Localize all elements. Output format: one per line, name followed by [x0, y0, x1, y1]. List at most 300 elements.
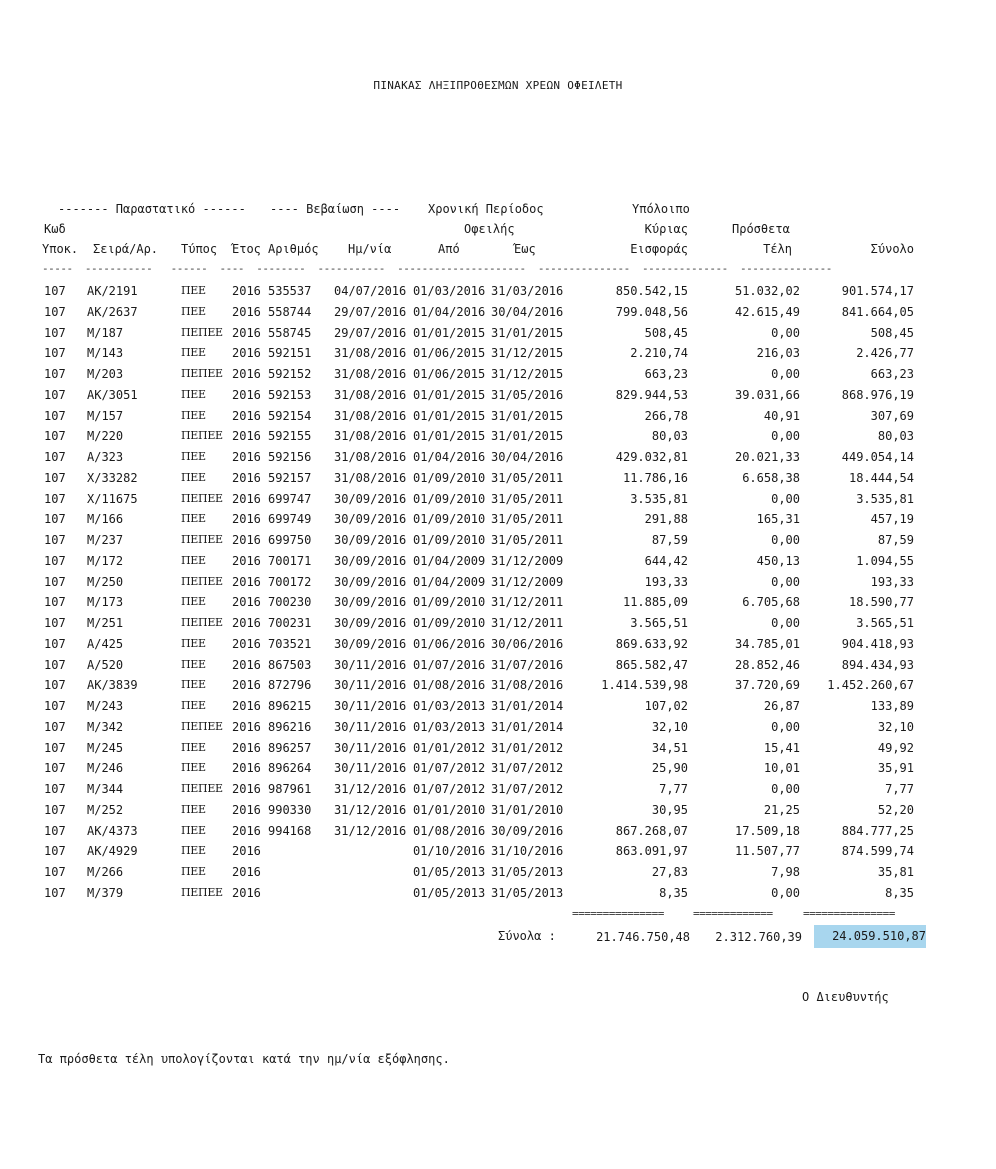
- cell-typos: ΠΕΠΕΕ: [181, 325, 223, 339]
- cell-typos: ΠΕΕ: [181, 678, 206, 692]
- cell-seira: Α/520: [87, 657, 124, 672]
- cell-apo: 01/03/2013: [413, 699, 486, 713]
- cell-etos: 2016: [232, 719, 261, 734]
- cell-hmnia: 31/08/2016: [334, 367, 407, 381]
- cell-prostheta: 26,87: [763, 699, 800, 713]
- header-separator: ----- ----------- ------ ---- -------- ----------- --------------------- --------------- -------------- ---------------: [42, 262, 832, 275]
- cell-typos: ΠΕΕ: [181, 346, 206, 360]
- cell-kod: 107: [44, 450, 66, 464]
- cell-seira: Μ/379: [87, 885, 124, 900]
- cell-apo: 01/06/2015: [413, 346, 486, 361]
- col-header-teli: Τέλη: [763, 242, 792, 256]
- cell-etos: 2016: [232, 325, 261, 340]
- cell-prostheta: 0,00: [771, 574, 800, 589]
- cell-kyria: 644,42: [644, 553, 688, 568]
- cell-synolo: 307,69: [870, 408, 914, 423]
- cell-synolo: 449.054,14: [841, 450, 914, 464]
- cell-arithmos: 896215: [268, 699, 312, 713]
- cell-seira: Α/323: [87, 450, 124, 464]
- cell-seira: Χ/11675: [87, 491, 138, 506]
- table-row: [0, 865, 996, 885]
- cell-typos: ΠΕΕ: [181, 865, 206, 878]
- cell-typos: ΠΕΕ: [181, 512, 206, 526]
- header-prostheta: Πρόσθετα: [732, 222, 790, 236]
- cell-kod: 107: [44, 802, 66, 817]
- cell-etos: 2016: [232, 802, 261, 817]
- header-group-parastatiko: ------- Παραστατικό ------: [58, 202, 246, 216]
- cell-synolo: 49,92: [877, 740, 914, 755]
- table-row: [0, 326, 996, 346]
- col-header-hmnia: Ημ/νία: [348, 242, 392, 256]
- cell-kyria: 80,03: [651, 429, 688, 444]
- cell-arithmos: 699750: [268, 533, 312, 547]
- cell-typos: ΠΕΕ: [181, 761, 206, 775]
- cell-arithmos: 592157: [268, 470, 312, 485]
- cell-kyria: 27,83: [651, 865, 688, 879]
- cell-kod: 107: [44, 761, 66, 776]
- cell-seira: Α/425: [87, 636, 124, 651]
- cell-prostheta: 165,31: [756, 512, 800, 527]
- cell-kyria: 107,02: [644, 699, 688, 713]
- cell-synolo: 508,45: [870, 325, 914, 340]
- cell-etos: 2016: [232, 429, 261, 444]
- cell-hmnia: 30/11/2016: [334, 761, 407, 776]
- cell-seira: Μ/187: [87, 325, 124, 340]
- cell-kyria: 3.535,81: [630, 491, 688, 506]
- cell-kyria: 11.786,16: [622, 470, 688, 485]
- cell-eos: 31/08/2016: [491, 678, 564, 693]
- cell-synolo: 193,33: [870, 574, 914, 589]
- cell-kyria: 291,88: [644, 512, 688, 527]
- table-row: [0, 471, 996, 491]
- table-row: [0, 450, 996, 470]
- table-row: [0, 367, 996, 387]
- cell-hmnia: 30/09/2016: [334, 616, 407, 630]
- cell-prostheta: 42.615,49: [734, 304, 800, 319]
- cell-eos: 31/12/2015: [491, 367, 564, 381]
- cell-arithmos: 896216: [268, 719, 312, 734]
- cell-arithmos: 703521: [268, 636, 312, 651]
- cell-prostheta: 6.705,68: [742, 595, 800, 610]
- cell-prostheta: 0,00: [771, 325, 800, 340]
- cell-eos: 31/01/2015: [491, 408, 564, 423]
- table-row: [0, 699, 996, 719]
- cell-arithmos: 700231: [268, 616, 312, 630]
- cell-etos: 2016: [232, 885, 261, 900]
- cell-typos: ΠΕΠΕΕ: [181, 782, 223, 795]
- cell-hmnia: 30/11/2016: [334, 699, 407, 713]
- cell-arithmos: 987961: [268, 782, 312, 796]
- cell-hmnia: 30/09/2016: [334, 512, 407, 527]
- cell-synolo: 841.664,05: [841, 304, 914, 319]
- cell-hmnia: 31/12/2016: [334, 782, 407, 796]
- cell-typos: ΠΕΕ: [181, 657, 206, 671]
- cell-eos: 31/12/2009: [491, 553, 564, 568]
- cell-hmnia: 29/07/2016: [334, 304, 407, 319]
- signature: Ο Διευθυντής: [802, 990, 889, 1004]
- cell-typos: ΠΕΠΕΕ: [181, 885, 223, 899]
- header-ypoloipo: Υπόλοιπο: [632, 202, 690, 216]
- cell-etos: 2016: [232, 823, 261, 838]
- cell-seira: Μ/172: [87, 553, 124, 568]
- cell-kyria: 30,95: [651, 802, 688, 817]
- cell-kod: 107: [44, 719, 66, 734]
- table-row: [0, 803, 996, 823]
- cell-arithmos: 558745: [268, 325, 312, 340]
- col-header-eisforas: Εισφοράς: [630, 242, 688, 256]
- table-row: [0, 388, 996, 408]
- cell-apo: 01/01/2012: [413, 740, 486, 755]
- cell-apo: 01/05/2013: [413, 865, 486, 879]
- cell-prostheta: 450,13: [756, 553, 800, 568]
- cell-hmnia: 30/11/2016: [334, 657, 407, 672]
- cell-synolo: 35,91: [877, 761, 914, 776]
- cell-apo: 01/04/2016: [413, 450, 486, 464]
- cell-eos: 31/07/2012: [491, 782, 564, 796]
- table-row: [0, 595, 996, 615]
- cell-kyria: 869.633,92: [615, 636, 688, 651]
- page-title: ΠΙΝΑΚΑΣ ΛΗΞΙΠΡΟΘΕΣΜΩΝ ΧΡΕΩΝ ΟΦΕΙΛΕΤΗ: [373, 79, 623, 92]
- cell-etos: 2016: [232, 595, 261, 610]
- cell-eos: 31/10/2016: [491, 844, 564, 859]
- cell-prostheta: 0,00: [771, 885, 800, 900]
- cell-kod: 107: [44, 678, 66, 693]
- cell-eos: 31/12/2009: [491, 574, 564, 589]
- cell-kod: 107: [44, 574, 66, 589]
- cell-hmnia: 30/09/2016: [334, 533, 407, 547]
- cell-apo: 01/07/2016: [413, 657, 486, 672]
- cell-apo: 01/04/2009: [413, 553, 486, 568]
- cell-kyria: 8,35: [659, 885, 688, 900]
- col-header-eos: Έως: [514, 242, 536, 256]
- cell-kyria: 429.032,81: [615, 450, 688, 464]
- cell-synolo: 904.418,93: [841, 636, 914, 651]
- cell-etos: 2016: [232, 740, 261, 755]
- header-kyrias: Κύριας: [644, 222, 688, 236]
- cell-prostheta: 11.507,77: [734, 844, 800, 859]
- cell-kyria: 850.542,15: [615, 284, 688, 298]
- cell-eos: 31/07/2016: [491, 657, 564, 672]
- cell-kod: 107: [44, 657, 66, 672]
- cell-kod: 107: [44, 595, 66, 610]
- cell-arithmos: 896257: [268, 740, 312, 755]
- cell-arithmos: 990330: [268, 802, 312, 817]
- col-header-apo: Από: [438, 242, 460, 256]
- cell-synolo: 894.434,93: [841, 657, 914, 672]
- cell-apo: 01/03/2016: [413, 284, 486, 298]
- cell-kod: 107: [44, 387, 66, 402]
- cell-prostheta: 0,00: [771, 616, 800, 630]
- cell-seira: ΑΚ/4373: [87, 823, 138, 838]
- cell-kyria: 867.268,07: [615, 823, 688, 838]
- cell-typos: ΠΕΕ: [181, 844, 206, 858]
- cell-kod: 107: [44, 304, 66, 319]
- cell-arithmos: 592152: [268, 367, 312, 381]
- table-row: [0, 782, 996, 802]
- col-header-synolo: Σύνολο: [870, 242, 914, 256]
- header-group-ofeilis: Οφειλής: [464, 222, 515, 236]
- table-row: [0, 284, 996, 304]
- table-row: [0, 824, 996, 844]
- cell-hmnia: 30/09/2016: [334, 553, 407, 568]
- totals-synolo: 24.059.510,87: [814, 925, 926, 948]
- cell-apo: 01/09/2010: [413, 512, 486, 527]
- cell-hmnia: 30/09/2016: [334, 491, 407, 506]
- cell-synolo: 457,19: [870, 512, 914, 527]
- cell-kyria: 25,90: [651, 761, 688, 776]
- totals-separator-prostheta: =============: [693, 907, 773, 920]
- cell-eos: 31/01/2015: [491, 429, 564, 444]
- cell-arithmos: 700172: [268, 574, 312, 589]
- cell-seira: ΑΚ/4929: [87, 844, 138, 859]
- cell-seira: Μ/251: [87, 616, 124, 630]
- cell-typos: ΠΕΕ: [181, 823, 206, 837]
- cell-eos: 30/06/2016: [491, 636, 564, 651]
- cell-arithmos: 558744: [268, 304, 312, 319]
- cell-kyria: 32,10: [651, 719, 688, 734]
- cell-kyria: 1.414.539,98: [601, 678, 688, 693]
- table-row: [0, 678, 996, 698]
- cell-typos: ΠΕΠΕΕ: [181, 574, 223, 588]
- cell-arithmos: 872796: [268, 678, 312, 693]
- table-row: [0, 616, 996, 636]
- cell-eos: 31/01/2014: [491, 699, 564, 713]
- table-row: [0, 409, 996, 429]
- cell-apo: 01/08/2016: [413, 823, 486, 838]
- table-row: [0, 761, 996, 781]
- cell-hmnia: 30/09/2016: [334, 574, 407, 589]
- cell-hmnia: 04/07/2016: [334, 284, 407, 298]
- totals-separator-kyria: ===============: [572, 907, 664, 920]
- cell-kyria: 7,77: [659, 782, 688, 796]
- cell-synolo: 1.452.260,67: [827, 678, 914, 693]
- cell-apo: 01/09/2010: [413, 616, 486, 630]
- totals-separator-synolo: ===============: [803, 907, 895, 920]
- cell-typos: ΠΕΕ: [181, 304, 206, 318]
- cell-hmnia: 31/08/2016: [334, 408, 407, 423]
- cell-apo: 01/05/2013: [413, 885, 486, 900]
- cell-arithmos: 896264: [268, 761, 312, 776]
- cell-kod: 107: [44, 823, 66, 838]
- cell-apo: 01/01/2010: [413, 802, 486, 817]
- cell-hmnia: 30/11/2016: [334, 719, 407, 734]
- cell-apo: 01/01/2015: [413, 387, 486, 402]
- cell-kod: 107: [44, 782, 66, 796]
- table-row: [0, 741, 996, 761]
- cell-hmnia: 31/08/2016: [334, 387, 407, 402]
- cell-etos: 2016: [232, 346, 261, 361]
- cell-hmnia: 29/07/2016: [334, 325, 407, 340]
- cell-hmnia: 30/09/2016: [334, 595, 407, 610]
- cell-kod: 107: [44, 491, 66, 506]
- cell-apo: 01/07/2012: [413, 782, 486, 796]
- cell-typos: ΠΕΠΕΕ: [181, 429, 223, 443]
- cell-hmnia: 31/08/2016: [334, 450, 407, 464]
- cell-etos: 2016: [232, 616, 261, 630]
- cell-seira: Μ/166: [87, 512, 124, 527]
- cell-etos: 2016: [232, 636, 261, 651]
- cell-typos: ΠΕΠΕΕ: [181, 491, 223, 505]
- totals-kyria: 21.746.750,48: [596, 930, 690, 944]
- cell-eos: 30/04/2016: [491, 450, 564, 464]
- cell-etos: 2016: [232, 387, 261, 402]
- cell-apo: 01/08/2016: [413, 678, 486, 693]
- cell-apo: 01/04/2016: [413, 304, 486, 319]
- cell-kod: 107: [44, 699, 66, 713]
- cell-synolo: 80,03: [877, 429, 914, 444]
- cell-synolo: 52,20: [877, 802, 914, 817]
- cell-apo: 01/10/2016: [413, 844, 486, 859]
- cell-prostheta: 0,00: [771, 782, 800, 796]
- table-row: [0, 346, 996, 366]
- cell-kod: 107: [44, 553, 66, 568]
- cell-seira: Μ/342: [87, 719, 124, 734]
- cell-etos: 2016: [232, 470, 261, 485]
- cell-seira: Μ/252: [87, 802, 124, 817]
- cell-arithmos: 592154: [268, 408, 312, 423]
- cell-typos: ΠΕΕ: [181, 802, 206, 816]
- cell-synolo: 884.777,25: [841, 823, 914, 838]
- table-row: [0, 575, 996, 595]
- cell-typos: ΠΕΠΕΕ: [181, 367, 223, 380]
- cell-synolo: 7,77: [885, 782, 914, 796]
- cell-apo: 01/04/2009: [413, 574, 486, 589]
- cell-synolo: 3.565,51: [856, 616, 914, 630]
- cell-synolo: 663,23: [870, 367, 914, 381]
- cell-prostheta: 0,00: [771, 429, 800, 444]
- cell-kod: 107: [44, 367, 66, 381]
- table-row: [0, 886, 996, 906]
- cell-eos: 31/01/2012: [491, 740, 564, 755]
- cell-apo: 01/01/2015: [413, 429, 486, 444]
- cell-arithmos: 699749: [268, 512, 312, 527]
- cell-prostheta: 0,00: [771, 491, 800, 506]
- cell-hmnia: 31/08/2016: [334, 346, 407, 361]
- cell-prostheta: 17.509,18: [734, 823, 800, 838]
- cell-typos: ΠΕΕ: [181, 450, 206, 463]
- table-row: [0, 492, 996, 512]
- cell-arithmos: 700171: [268, 553, 312, 568]
- cell-arithmos: 699747: [268, 491, 312, 506]
- cell-kyria: 11.885,09: [622, 595, 688, 610]
- cell-eos: 31/05/2011: [491, 533, 564, 547]
- cell-typos: ΠΕΠΕΕ: [181, 616, 223, 629]
- cell-eos: 31/05/2013: [491, 885, 564, 900]
- cell-kod: 107: [44, 346, 66, 361]
- cell-prostheta: 216,03: [756, 346, 800, 361]
- col-header-etos: Έτος: [232, 242, 261, 256]
- cell-seira: Μ/237: [87, 533, 124, 547]
- cell-kod: 107: [44, 885, 66, 900]
- cell-kod: 107: [44, 429, 66, 444]
- cell-etos: 2016: [232, 678, 261, 693]
- cell-apo: 01/09/2010: [413, 491, 486, 506]
- cell-hmnia: 31/12/2016: [334, 802, 407, 817]
- cell-etos: 2016: [232, 408, 261, 423]
- cell-eos: 31/05/2016: [491, 387, 564, 402]
- cell-arithmos: 535537: [268, 284, 312, 298]
- cell-typos: ΠΕΕ: [181, 470, 206, 484]
- cell-prostheta: 37.720,69: [734, 678, 800, 693]
- cell-hmnia: 31/08/2016: [334, 470, 407, 485]
- cell-etos: 2016: [232, 450, 261, 464]
- cell-apo: 01/03/2013: [413, 719, 486, 734]
- cell-eos: 31/05/2013: [491, 865, 564, 879]
- header-kod: Κωδ: [44, 222, 66, 236]
- cell-kyria: 508,45: [644, 325, 688, 340]
- cell-seira: Μ/243: [87, 699, 124, 713]
- cell-kyria: 193,33: [644, 574, 688, 589]
- cell-synolo: 3.535,81: [856, 491, 914, 506]
- totals-prostheta: 2.312.760,39: [715, 930, 802, 944]
- cell-apo: 01/01/2015: [413, 325, 486, 340]
- cell-seira: Μ/173: [87, 595, 124, 610]
- cell-etos: 2016: [232, 367, 261, 381]
- table-row: [0, 720, 996, 740]
- cell-eos: 31/05/2011: [491, 491, 564, 506]
- cell-prostheta: 7,98: [771, 865, 800, 879]
- cell-etos: 2016: [232, 512, 261, 527]
- cell-apo: 01/09/2010: [413, 470, 486, 485]
- cell-etos: 2016: [232, 782, 261, 796]
- cell-synolo: 1.094,55: [856, 553, 914, 568]
- cell-kyria: 799.048,56: [615, 304, 688, 319]
- cell-etos: 2016: [232, 699, 261, 713]
- table-row: [0, 658, 996, 678]
- cell-prostheta: 20.021,33: [734, 450, 800, 464]
- cell-typos: ΠΕΕ: [181, 740, 206, 754]
- cell-kod: 107: [44, 533, 66, 547]
- cell-eos: 31/05/2011: [491, 470, 564, 485]
- cell-arithmos: 592153: [268, 387, 312, 402]
- cell-prostheta: 10,01: [763, 761, 800, 776]
- footnote: Τα πρόσθετα τέλη υπολογίζονται κατά την ημ/νία εξόφλησης.: [38, 1052, 450, 1066]
- cell-arithmos: 592156: [268, 450, 312, 464]
- cell-arithmos: 592151: [268, 346, 312, 361]
- cell-typos: ΠΕΕ: [181, 553, 206, 567]
- cell-etos: 2016: [232, 304, 261, 319]
- cell-eos: 30/09/2016: [491, 823, 564, 838]
- cell-hmnia: 31/12/2016: [334, 823, 407, 838]
- col-header-seira: Σειρά/Αρ.: [93, 242, 159, 256]
- cell-prostheta: 0,00: [771, 367, 800, 381]
- cell-synolo: 87,59: [877, 533, 914, 547]
- cell-typos: ΠΕΕ: [181, 636, 206, 650]
- cell-hmnia: 30/09/2016: [334, 636, 407, 651]
- cell-kod: 107: [44, 512, 66, 527]
- cell-kod: 107: [44, 325, 66, 340]
- cell-etos: 2016: [232, 574, 261, 589]
- cell-typos: ΠΕΕ: [181, 284, 206, 297]
- cell-synolo: 868.976,19: [841, 387, 914, 402]
- cell-etos: 2016: [232, 553, 261, 568]
- cell-apo: 01/09/2010: [413, 533, 486, 547]
- cell-etos: 2016: [232, 657, 261, 672]
- cell-eos: 31/12/2015: [491, 346, 564, 361]
- table-row: [0, 305, 996, 325]
- cell-seira: ΑΚ/2191: [87, 284, 138, 298]
- cell-etos: 2016: [232, 491, 261, 506]
- cell-prostheta: 21,25: [763, 802, 800, 817]
- cell-arithmos: 700230: [268, 595, 312, 610]
- cell-apo: 01/09/2010: [413, 595, 486, 610]
- cell-prostheta: 0,00: [771, 719, 800, 734]
- cell-kyria: 266,78: [644, 408, 688, 423]
- cell-apo: 01/01/2015: [413, 408, 486, 423]
- cell-seira: Μ/266: [87, 865, 124, 879]
- cell-apo: 01/06/2016: [413, 636, 486, 651]
- cell-kod: 107: [44, 865, 66, 879]
